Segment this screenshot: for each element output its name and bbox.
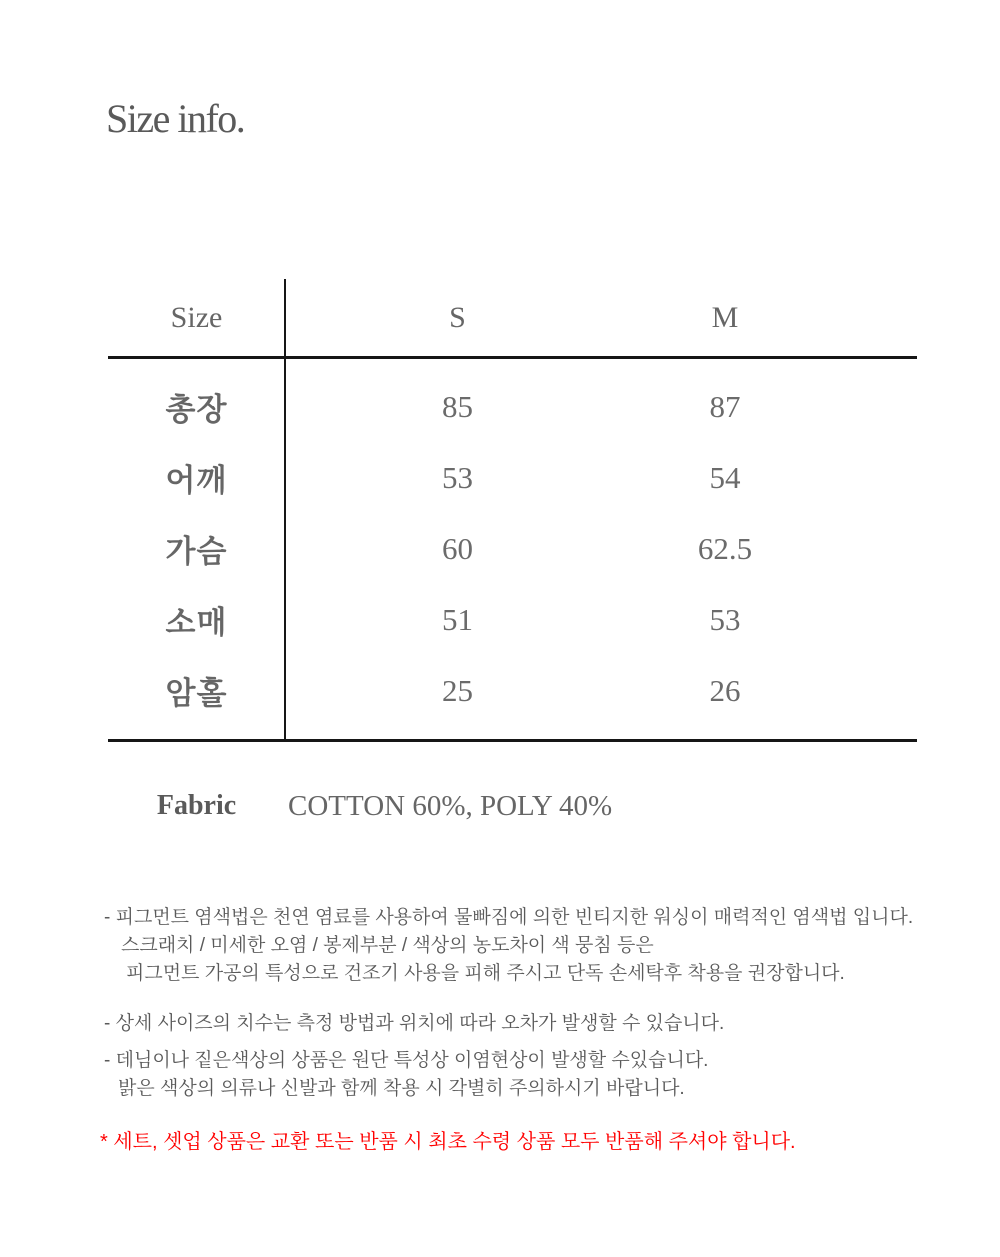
note-line: - 데님이나 짙은색상의 상품은 원단 특성상 이염현상이 발생할 수있습니다.: [104, 1050, 709, 1071]
size-table: [108, 279, 917, 742]
size-s-value: 53: [442, 459, 473, 495]
product-care-notes: [104, 904, 974, 1103]
note-line: - 피그먼트 염색법은 천연 염료를 사용하여 물빠짐에 의한 빈티지한 워싱이 매력적인 염색법 입니다.: [104, 907, 914, 928]
page-title: Size info.: [106, 96, 245, 141]
table-header-row: [108, 279, 917, 359]
size-m-value: 87: [709, 388, 741, 424]
table-vertical-divider: [284, 279, 286, 742]
measurement-label: 어깨: [165, 463, 228, 498]
table-row: [108, 442, 917, 513]
measurement-label: 소매: [165, 605, 228, 640]
size-s-value: 51: [442, 601, 473, 637]
column-header-size: Size: [170, 300, 223, 334]
table-row: [108, 584, 917, 655]
return-policy-warning: * 세트, 셋업 상품은 교환 또는 반품 시 최초 수령 상품 모두 반품해 주셔야 합니다.: [100, 1131, 796, 1153]
column-header-s: S: [449, 300, 466, 334]
note-line: 피그먼트 가공의 특성으로 건조기 사용을 피해 주시고 단독 손세탁후 착용을 권장합니다.: [126, 963, 845, 984]
table-row: [108, 655, 917, 726]
size-m-value: 62.5: [697, 530, 753, 566]
measurement-label: 총장: [165, 392, 228, 427]
fabric-value: COTTON 60%, POLY 40%: [288, 789, 613, 822]
measurement-label: 가슴: [165, 534, 228, 569]
fabric-row: [108, 788, 917, 824]
size-s-value: 60: [442, 530, 473, 566]
size-m-value: 26: [709, 672, 741, 708]
fabric-label: Fabric: [156, 790, 237, 821]
table-body: [108, 359, 917, 742]
table-row: [108, 513, 917, 584]
note-pigment-dye: [104, 904, 974, 988]
size-s-value: 25: [442, 672, 473, 708]
size-m-value: 54: [709, 459, 741, 495]
note-line: 스크래치 / 미세한 오염 / 봉제부분 / 색상의 농도차이 색 뭉침 등은: [121, 935, 654, 956]
note-measurement-tolerance: [104, 1010, 974, 1038]
measurement-label: 암홀: [165, 676, 228, 711]
column-header-m: M: [711, 300, 739, 334]
note-color-transfer: [104, 1047, 974, 1103]
note-line: - 상세 사이즈의 치수는 측정 방법과 위치에 따라 오차가 발생할 수 있습니다.: [104, 1013, 725, 1034]
size-m-value: 53: [709, 601, 741, 637]
note-line: 밝은 색상의 의류나 신발과 함께 착용 시 각별히 주의하시기 바랍니다.: [118, 1078, 685, 1099]
table-row: [108, 371, 917, 442]
size-s-value: 85: [442, 388, 473, 424]
